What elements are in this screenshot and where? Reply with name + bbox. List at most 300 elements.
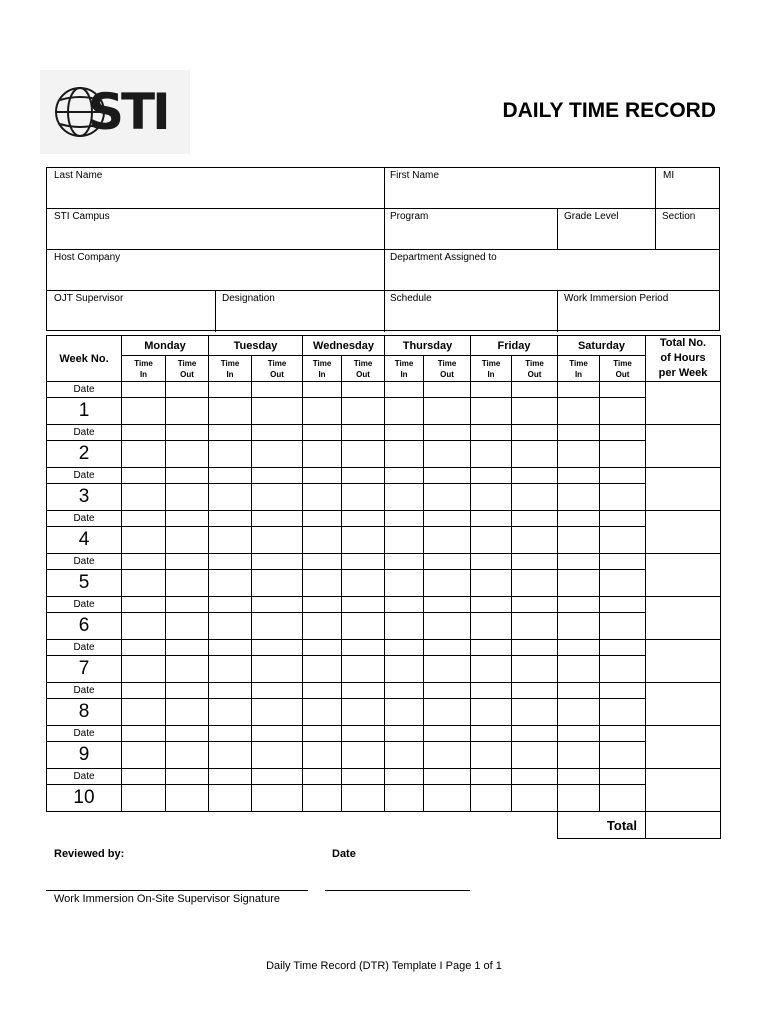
- date-cell[interactable]: [385, 468, 424, 484]
- week-total-cell[interactable]: [646, 597, 721, 640]
- date-cell[interactable]: [252, 726, 303, 742]
- date-cell[interactable]: [166, 597, 209, 613]
- time-cell[interactable]: [122, 527, 166, 554]
- week-total-cell[interactable]: [646, 769, 721, 812]
- day-header-saturday: Saturday: [558, 336, 646, 356]
- date-cell[interactable]: [122, 769, 166, 785]
- date-cell[interactable]: [166, 554, 209, 570]
- date-cell[interactable]: [252, 425, 303, 441]
- date-cell[interactable]: [471, 554, 512, 570]
- time-cell[interactable]: [342, 699, 385, 726]
- time-cell[interactable]: [385, 527, 424, 554]
- time-cell[interactable]: [209, 441, 252, 468]
- time-cell[interactable]: [385, 699, 424, 726]
- date-cell[interactable]: [600, 511, 646, 527]
- schedule-field[interactable]: Schedule: [390, 293, 432, 304]
- date-cell[interactable]: [471, 640, 512, 656]
- time-cell[interactable]: [558, 656, 600, 683]
- date-label: Date: [47, 511, 122, 527]
- date-cell[interactable]: [471, 382, 512, 398]
- time-cell[interactable]: [558, 441, 600, 468]
- date-row: [47, 597, 721, 613]
- time-row: [47, 484, 721, 511]
- date-label: Date: [47, 468, 122, 484]
- time-cell[interactable]: [166, 699, 209, 726]
- time-cell[interactable]: [166, 742, 209, 769]
- time-cell[interactable]: [252, 570, 303, 597]
- time-cell[interactable]: [122, 570, 166, 597]
- date-cell[interactable]: [600, 769, 646, 785]
- time-cell[interactable]: [471, 656, 512, 683]
- date-cell[interactable]: [424, 726, 471, 742]
- week-total-cell[interactable]: [646, 683, 721, 726]
- time-cell[interactable]: [209, 484, 252, 511]
- time-cell[interactable]: [471, 398, 512, 425]
- date-cell[interactable]: [385, 683, 424, 699]
- total-label: Total: [558, 812, 646, 839]
- date-cell[interactable]: [303, 640, 342, 656]
- date-cell[interactable]: [512, 554, 558, 570]
- date-cell[interactable]: [342, 425, 385, 441]
- time-cell[interactable]: [512, 785, 558, 812]
- time-cell[interactable]: [122, 656, 166, 683]
- date-cell[interactable]: [512, 726, 558, 742]
- date-cell[interactable]: [512, 640, 558, 656]
- time-cell[interactable]: [252, 785, 303, 812]
- program-field[interactable]: Program: [390, 211, 429, 222]
- date-cell[interactable]: [512, 468, 558, 484]
- time-cell[interactable]: [122, 613, 166, 640]
- date-cell[interactable]: [471, 468, 512, 484]
- date-cell[interactable]: [342, 468, 385, 484]
- time-cell[interactable]: [303, 441, 342, 468]
- date-cell[interactable]: [558, 511, 600, 527]
- time-cell[interactable]: [252, 398, 303, 425]
- date-cell[interactable]: [303, 554, 342, 570]
- time-cell[interactable]: [342, 484, 385, 511]
- date-cell[interactable]: [303, 726, 342, 742]
- time-cell[interactable]: [303, 570, 342, 597]
- date-cell[interactable]: [303, 468, 342, 484]
- date-cell[interactable]: [424, 769, 471, 785]
- time-cell[interactable]: [558, 613, 600, 640]
- time-cell[interactable]: [166, 613, 209, 640]
- time-cell[interactable]: [558, 570, 600, 597]
- time-cell[interactable]: [512, 441, 558, 468]
- time-cell[interactable]: [558, 484, 600, 511]
- time-row: [47, 527, 721, 554]
- time-cell[interactable]: [303, 699, 342, 726]
- date-row: [47, 726, 721, 742]
- date-cell[interactable]: [252, 382, 303, 398]
- time-cell[interactable]: [424, 441, 471, 468]
- date-cell[interactable]: [385, 769, 424, 785]
- date-cell[interactable]: [166, 382, 209, 398]
- date-cell[interactable]: [122, 683, 166, 699]
- date-cell[interactable]: [512, 597, 558, 613]
- date-cell[interactable]: [122, 468, 166, 484]
- date-cell[interactable]: [209, 511, 252, 527]
- time-out-label: Time: [613, 358, 632, 368]
- time-cell[interactable]: [303, 527, 342, 554]
- date-label: Date: [47, 640, 122, 656]
- time-cell[interactable]: [303, 398, 342, 425]
- date-cell[interactable]: [512, 425, 558, 441]
- date-cell[interactable]: [252, 468, 303, 484]
- time-cell[interactable]: [600, 398, 646, 425]
- date-cell[interactable]: [122, 425, 166, 441]
- date-cell[interactable]: [385, 640, 424, 656]
- date-cell[interactable]: [471, 597, 512, 613]
- time-cell[interactable]: [122, 742, 166, 769]
- time-cell[interactable]: [600, 656, 646, 683]
- date-cell[interactable]: [471, 769, 512, 785]
- time-cell[interactable]: [385, 785, 424, 812]
- date-cell[interactable]: [600, 640, 646, 656]
- time-cell[interactable]: [252, 613, 303, 640]
- date-cell[interactable]: [558, 554, 600, 570]
- time-cell[interactable]: [600, 613, 646, 640]
- date-cell[interactable]: [122, 382, 166, 398]
- date-cell[interactable]: [166, 683, 209, 699]
- date-cell[interactable]: [424, 468, 471, 484]
- date-cell[interactable]: [558, 640, 600, 656]
- time-cell[interactable]: [471, 441, 512, 468]
- date-cell[interactable]: [122, 554, 166, 570]
- time-cell[interactable]: [385, 742, 424, 769]
- time-cell[interactable]: [512, 613, 558, 640]
- campus-field[interactable]: STI Campus: [54, 211, 110, 222]
- time-cell[interactable]: [600, 441, 646, 468]
- time-cell[interactable]: [424, 699, 471, 726]
- time-cell[interactable]: [512, 570, 558, 597]
- date-cell[interactable]: [166, 769, 209, 785]
- time-cell[interactable]: [512, 484, 558, 511]
- time-cell[interactable]: [122, 484, 166, 511]
- date-cell[interactable]: [600, 468, 646, 484]
- time-cell[interactable]: [342, 785, 385, 812]
- date-cell[interactable]: [122, 726, 166, 742]
- date-cell[interactable]: [471, 726, 512, 742]
- date-cell[interactable]: [303, 597, 342, 613]
- time-cell[interactable]: [471, 484, 512, 511]
- date-cell[interactable]: [122, 511, 166, 527]
- time-row: [47, 699, 721, 726]
- signature-line[interactable]: [46, 890, 308, 891]
- time-cell[interactable]: [342, 570, 385, 597]
- grand-total-cell[interactable]: [646, 812, 721, 839]
- week-number: 2: [47, 441, 122, 468]
- time-cell[interactable]: [209, 699, 252, 726]
- date-cell[interactable]: [512, 511, 558, 527]
- time-cell[interactable]: [122, 699, 166, 726]
- time-out-label: Out: [527, 369, 542, 379]
- date-cell[interactable]: [252, 640, 303, 656]
- date-cell[interactable]: [342, 726, 385, 742]
- last-name-field[interactable]: Last Name: [54, 170, 103, 181]
- time-cell[interactable]: [303, 785, 342, 812]
- week-total-cell[interactable]: [646, 468, 721, 511]
- date-cell[interactable]: [303, 382, 342, 398]
- time-cell[interactable]: [424, 742, 471, 769]
- time-cell[interactable]: [166, 785, 209, 812]
- host-company-field[interactable]: Host Company: [54, 252, 121, 263]
- time-cell[interactable]: [512, 656, 558, 683]
- date-cell[interactable]: [342, 683, 385, 699]
- time-cell[interactable]: [122, 441, 166, 468]
- time-cell[interactable]: [252, 484, 303, 511]
- time-cell[interactable]: [600, 742, 646, 769]
- date-cell[interactable]: [209, 597, 252, 613]
- time-cell[interactable]: [600, 699, 646, 726]
- date-cell[interactable]: [252, 554, 303, 570]
- date-cell[interactable]: [252, 769, 303, 785]
- week-total-cell[interactable]: [646, 640, 721, 683]
- time-cell[interactable]: [385, 613, 424, 640]
- date-cell[interactable]: [342, 554, 385, 570]
- info-table: [46, 167, 720, 331]
- page-title: DAILY TIME RECORD: [502, 99, 716, 122]
- time-cell[interactable]: [600, 570, 646, 597]
- date-cell[interactable]: [209, 726, 252, 742]
- date-cell[interactable]: [424, 597, 471, 613]
- date-cell[interactable]: [558, 683, 600, 699]
- time-cell[interactable]: [385, 441, 424, 468]
- date-cell[interactable]: [600, 726, 646, 742]
- time-cell[interactable]: [166, 441, 209, 468]
- time-cell[interactable]: [303, 656, 342, 683]
- section-field[interactable]: Section: [662, 211, 696, 222]
- week-total-cell[interactable]: [646, 726, 721, 769]
- time-cell[interactable]: [424, 398, 471, 425]
- time-cell[interactable]: [512, 742, 558, 769]
- date-cell[interactable]: [166, 425, 209, 441]
- time-cell[interactable]: [166, 398, 209, 425]
- time-cell[interactable]: [424, 785, 471, 812]
- date-cell[interactable]: [512, 683, 558, 699]
- designation-field[interactable]: Designation: [222, 293, 275, 304]
- date-cell[interactable]: [252, 683, 303, 699]
- date-cell[interactable]: [252, 511, 303, 527]
- date-cell[interactable]: [303, 683, 342, 699]
- time-out-label: Out: [615, 369, 630, 379]
- time-cell[interactable]: [209, 527, 252, 554]
- week-total-cell[interactable]: [646, 554, 721, 597]
- mi-field[interactable]: MI: [663, 170, 675, 181]
- date-label: Date: [332, 848, 356, 860]
- time-cell[interactable]: [342, 613, 385, 640]
- date-cell[interactable]: [303, 511, 342, 527]
- time-cell[interactable]: [471, 570, 512, 597]
- date-cell[interactable]: [424, 640, 471, 656]
- time-cell[interactable]: [424, 656, 471, 683]
- time-cell[interactable]: [512, 699, 558, 726]
- date-cell[interactable]: [424, 425, 471, 441]
- divider: [557, 208, 558, 250]
- week-total-cell[interactable]: [646, 425, 721, 468]
- day-header-wednesday: Wednesday: [303, 336, 385, 356]
- time-cell[interactable]: [252, 441, 303, 468]
- time-cell[interactable]: [122, 398, 166, 425]
- time-cell[interactable]: [252, 527, 303, 554]
- date-cell[interactable]: [471, 683, 512, 699]
- date-cell[interactable]: [303, 425, 342, 441]
- date-cell[interactable]: [424, 511, 471, 527]
- time-out-header: [600, 356, 646, 382]
- time-cell[interactable]: [558, 527, 600, 554]
- time-in-label: In: [139, 369, 148, 379]
- date-cell[interactable]: [209, 425, 252, 441]
- time-cell[interactable]: [166, 570, 209, 597]
- time-cell[interactable]: [512, 398, 558, 425]
- time-cell[interactable]: [558, 785, 600, 812]
- date-cell[interactable]: [558, 382, 600, 398]
- week-total-cell[interactable]: [646, 511, 721, 554]
- day-header-monday: Monday: [122, 336, 209, 356]
- time-cell[interactable]: [303, 484, 342, 511]
- date-cell[interactable]: [558, 425, 600, 441]
- date-cell[interactable]: [424, 554, 471, 570]
- time-cell[interactable]: [385, 398, 424, 425]
- time-cell[interactable]: [303, 742, 342, 769]
- time-cell[interactable]: [558, 742, 600, 769]
- time-cell[interactable]: [166, 527, 209, 554]
- time-cell[interactable]: [342, 441, 385, 468]
- first-name-field[interactable]: First Name: [390, 170, 439, 181]
- date-cell[interactable]: [342, 640, 385, 656]
- ojt-supervisor-field[interactable]: OJT Supervisor: [54, 293, 124, 304]
- date-cell[interactable]: [600, 683, 646, 699]
- date-cell[interactable]: [558, 726, 600, 742]
- department-field[interactable]: Department Assigned to: [390, 252, 497, 263]
- time-cell[interactable]: [471, 527, 512, 554]
- time-cell[interactable]: [209, 398, 252, 425]
- time-cell[interactable]: [471, 699, 512, 726]
- date-cell[interactable]: [424, 683, 471, 699]
- time-cell[interactable]: [303, 613, 342, 640]
- time-cell[interactable]: [512, 527, 558, 554]
- date-cell[interactable]: [166, 726, 209, 742]
- time-cell[interactable]: [342, 742, 385, 769]
- time-cell[interactable]: [600, 484, 646, 511]
- date-cell[interactable]: [209, 382, 252, 398]
- date-cell[interactable]: [122, 597, 166, 613]
- time-cell[interactable]: [166, 484, 209, 511]
- date-cell[interactable]: [209, 468, 252, 484]
- date-cell[interactable]: [122, 640, 166, 656]
- date-cell[interactable]: [385, 425, 424, 441]
- time-cell[interactable]: [209, 656, 252, 683]
- date-cell[interactable]: [600, 425, 646, 441]
- date-cell[interactable]: [342, 511, 385, 527]
- time-cell[interactable]: [424, 613, 471, 640]
- date-cell[interactable]: [558, 597, 600, 613]
- date-cell[interactable]: [303, 769, 342, 785]
- date-cell[interactable]: [471, 511, 512, 527]
- time-cell[interactable]: [558, 699, 600, 726]
- date-row: [47, 382, 721, 398]
- time-cell[interactable]: [342, 656, 385, 683]
- date-cell[interactable]: [600, 554, 646, 570]
- date-cell[interactable]: [512, 769, 558, 785]
- reviewed-by-label: Reviewed by:: [54, 848, 125, 860]
- time-cell[interactable]: [252, 656, 303, 683]
- date-row: [47, 468, 721, 484]
- time-cell[interactable]: [424, 484, 471, 511]
- time-cell[interactable]: [252, 742, 303, 769]
- time-cell[interactable]: [471, 613, 512, 640]
- date-cell[interactable]: [166, 468, 209, 484]
- header-row: [47, 336, 721, 356]
- date-cell[interactable]: [385, 726, 424, 742]
- time-cell[interactable]: [385, 570, 424, 597]
- date-cell[interactable]: [385, 382, 424, 398]
- time-in-label: In: [574, 369, 583, 379]
- date-cell[interactable]: [252, 597, 303, 613]
- grade-level-field[interactable]: Grade Level: [564, 211, 619, 222]
- date-cell[interactable]: [209, 554, 252, 570]
- date-cell[interactable]: [166, 640, 209, 656]
- date-cell[interactable]: [471, 425, 512, 441]
- time-cell[interactable]: [471, 785, 512, 812]
- time-in-label: Time: [312, 358, 332, 368]
- date-cell[interactable]: [385, 511, 424, 527]
- date-label: Date: [47, 769, 122, 785]
- time-cell[interactable]: [209, 742, 252, 769]
- time-cell[interactable]: [209, 570, 252, 597]
- week-total-cell[interactable]: [646, 382, 721, 425]
- date-cell[interactable]: [600, 597, 646, 613]
- work-immersion-period-field[interactable]: Work Immersion Period: [564, 293, 669, 304]
- date-cell[interactable]: [558, 769, 600, 785]
- time-cell[interactable]: [252, 699, 303, 726]
- date-cell[interactable]: [385, 597, 424, 613]
- date-cell[interactable]: [342, 769, 385, 785]
- time-out-label: Time: [353, 358, 373, 368]
- date-cell[interactable]: [342, 382, 385, 398]
- date-cell[interactable]: [385, 554, 424, 570]
- time-cell[interactable]: [385, 656, 424, 683]
- time-cell[interactable]: [122, 785, 166, 812]
- date-cell[interactable]: [424, 382, 471, 398]
- time-cell[interactable]: [342, 398, 385, 425]
- day-header-thursday: Thursday: [385, 336, 471, 356]
- date-line[interactable]: [325, 890, 470, 891]
- date-cell[interactable]: [209, 683, 252, 699]
- total-hours-header-line: per Week: [658, 367, 708, 379]
- date-cell[interactable]: [558, 468, 600, 484]
- time-cell[interactable]: [209, 785, 252, 812]
- date-cell[interactable]: [209, 769, 252, 785]
- date-cell[interactable]: [342, 597, 385, 613]
- time-cell[interactable]: [600, 527, 646, 554]
- time-cell[interactable]: [166, 656, 209, 683]
- date-cell[interactable]: [166, 511, 209, 527]
- time-cell[interactable]: [385, 484, 424, 511]
- week-number: 4: [47, 527, 122, 554]
- date-cell[interactable]: [512, 382, 558, 398]
- time-cell[interactable]: [424, 570, 471, 597]
- time-cell[interactable]: [424, 527, 471, 554]
- date-cell[interactable]: [209, 640, 252, 656]
- time-cell[interactable]: [209, 613, 252, 640]
- time-cell[interactable]: [342, 527, 385, 554]
- time-cell[interactable]: [471, 742, 512, 769]
- time-cell[interactable]: [600, 785, 646, 812]
- time-cell[interactable]: [558, 398, 600, 425]
- time-in-label: In: [400, 369, 408, 379]
- date-cell[interactable]: [600, 382, 646, 398]
